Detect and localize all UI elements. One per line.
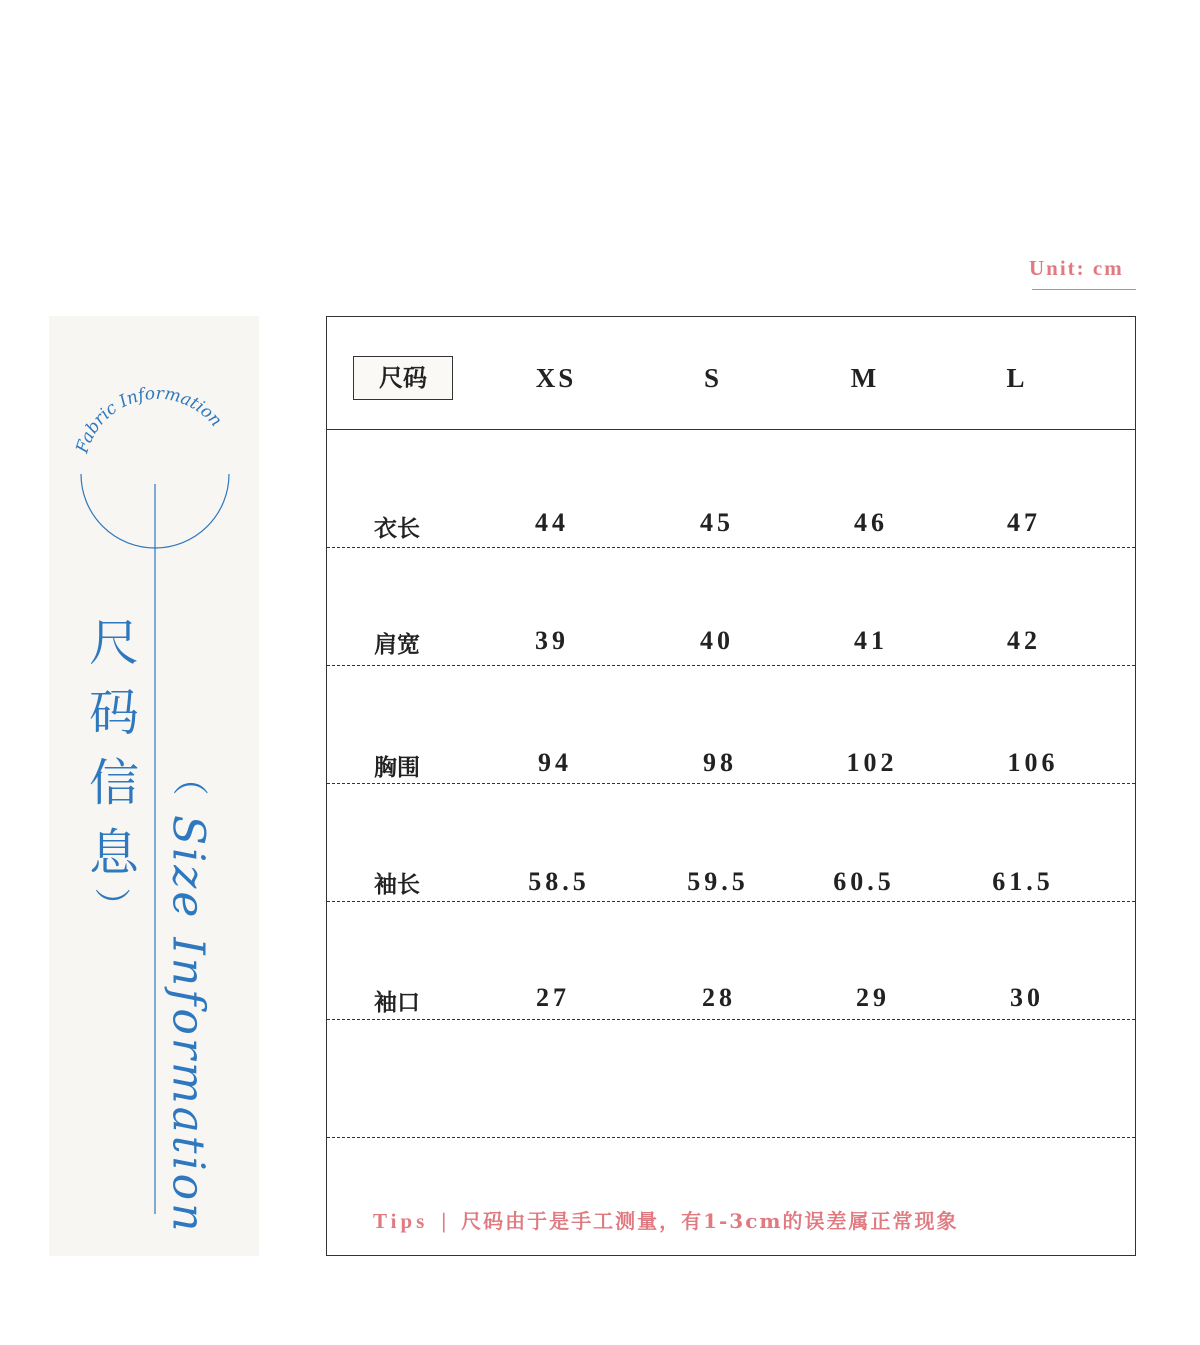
side-decoration: [49, 316, 259, 1256]
table-cell: 45: [700, 508, 734, 537]
row-divider: [327, 547, 1135, 548]
row-divider: [327, 901, 1135, 902]
arc-text-path: Fabric Information: [72, 383, 226, 456]
size-header-s: S: [703, 363, 723, 393]
row-divider: [327, 1019, 1135, 1020]
size-corner-label: 尺码: [353, 356, 453, 400]
table-cell: 42: [1007, 626, 1041, 655]
table-cell: 60.5: [833, 867, 895, 896]
arc-text: [72, 384, 226, 457]
table-cell: 59.5: [687, 867, 749, 896]
side-panel: [49, 316, 259, 1256]
table-cell: 94: [538, 748, 572, 777]
tips-text: 尺码由于是手工测量，有1-3cm的误差属正常现象: [461, 1209, 959, 1233]
size-table: [326, 316, 1136, 1256]
table-cell: 29: [856, 983, 890, 1012]
row-label-sleeve: 袖长: [374, 872, 420, 898]
table-cell: 28: [702, 983, 736, 1012]
tips-separator: |: [440, 1209, 450, 1233]
unit-label: Unit: cm: [1029, 256, 1124, 280]
size-header-xs: XS: [535, 363, 577, 393]
size-header-m: M: [850, 363, 880, 393]
table-cell: 102: [846, 748, 898, 777]
side-english-title: Size Information: [162, 815, 214, 1235]
row-divider: [327, 665, 1135, 666]
unit-underline: [1032, 289, 1136, 290]
row-label-length: 衣长: [374, 516, 420, 542]
row-divider: [327, 1137, 1135, 1138]
table-cell: 47: [1007, 508, 1041, 537]
row-label-chest: 胸围: [374, 755, 420, 781]
table-cell: 58.5: [528, 867, 590, 896]
table-cell: 61.5: [992, 867, 1054, 896]
side-title: 尺码信息: [89, 614, 139, 882]
tips-note: [373, 1205, 959, 1234]
size-header-l: L: [1006, 363, 1028, 393]
side-paren-close: ）: [90, 887, 132, 924]
table-cell: 44: [535, 508, 569, 537]
table-cell: 30: [1010, 983, 1044, 1012]
row-divider: [327, 783, 1135, 784]
tips-label: Tips: [373, 1209, 429, 1233]
row-label-shoulder: 肩宽: [374, 632, 420, 658]
table-cell: 39: [535, 626, 569, 655]
table-cell: 40: [700, 626, 734, 655]
table-cell: 41: [854, 626, 888, 655]
table-cell: 27: [536, 983, 570, 1012]
table-cell: 106: [1007, 748, 1059, 777]
row-label-cuff: 袖口: [374, 990, 420, 1016]
header-divider: [327, 429, 1135, 430]
table-cell: 98: [703, 748, 737, 777]
side-paren-open: （: [168, 759, 210, 796]
table-cell: 46: [854, 508, 888, 537]
